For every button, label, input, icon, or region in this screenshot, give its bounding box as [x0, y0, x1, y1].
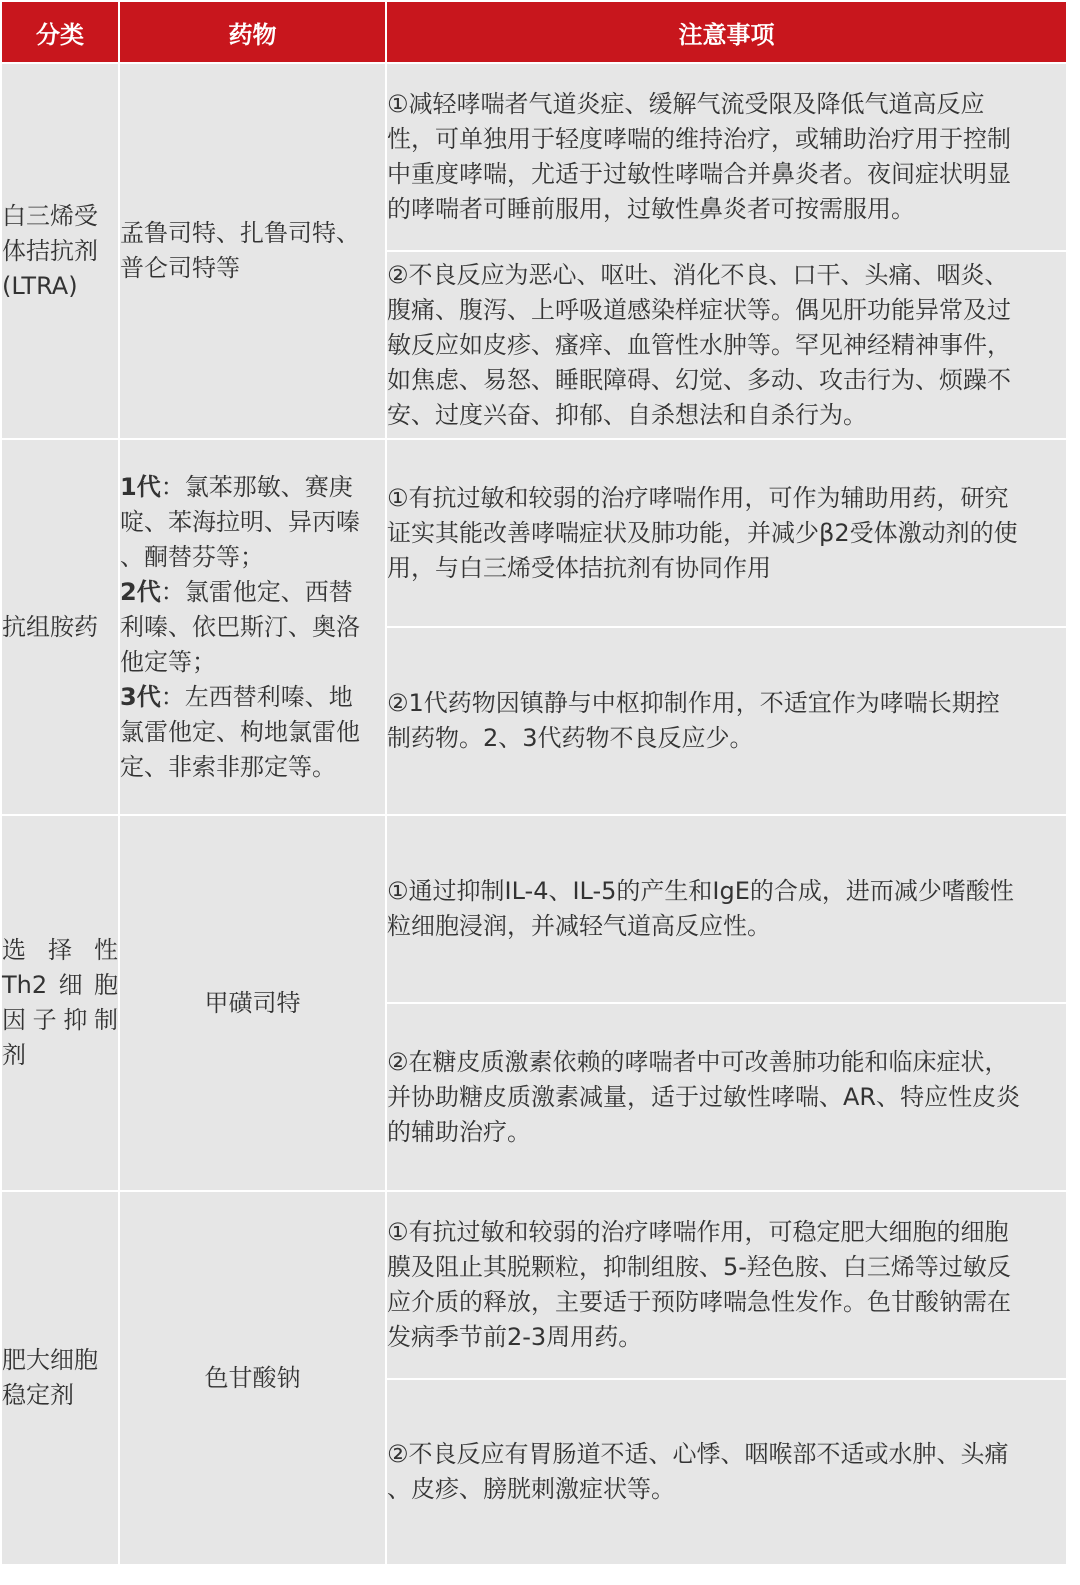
- note-cell: [386, 1379, 1067, 1565]
- drug-line-text: ：左西替利嗪、地: [160, 682, 353, 711]
- category-line: 肥大细胞: [2, 1346, 98, 1374]
- header-notes: 注意事项: [386, 1, 1067, 63]
- note-cell: [386, 251, 1067, 439]
- drug-line: [120, 470, 385, 505]
- drug-line: 他定等；: [120, 647, 216, 676]
- note-cell: [386, 63, 1067, 251]
- category-line: 白三烯受: [2, 201, 98, 230]
- note-line: 、皮疹、膀胱刺激症状等。: [387, 1475, 675, 1503]
- drug-cell: [119, 439, 386, 815]
- drug-line: 利嗪、依巴斯汀、奥洛: [120, 612, 360, 641]
- drug-line-text: ：氯雷他定、西替: [160, 577, 353, 606]
- drug-line-text: ：氯苯那敏、赛庚: [160, 472, 353, 501]
- generation-label: 1代: [120, 472, 161, 501]
- category-cell: [1, 1191, 119, 1565]
- note-cell: [386, 439, 1067, 627]
- drug-cell: [119, 1191, 386, 1565]
- note-line: 性，可单独用于轻度哮喘的维持治疗，或辅助治疗用于控制: [387, 125, 1011, 153]
- table-row: [1, 1191, 1067, 1379]
- drug-line: 色甘酸钠: [204, 1363, 301, 1392]
- note-line: ①有抗过敏和较弱的治疗哮喘作用，可作为辅助用药，研究: [387, 483, 1009, 512]
- note-line: 粒细胞浸润，并减轻气道高反应性。: [387, 912, 771, 940]
- note-line: 腹痛、腹泻、上呼吸道感染样症状等。偶见肝功能异常及过: [387, 295, 1011, 324]
- note-line: ①减轻哮喘者气道炎症、缓解气流受限及降低气道高反应: [387, 90, 985, 118]
- category-line: Th2细胞: [2, 971, 118, 999]
- category-line: 体拮抗剂: [2, 236, 98, 265]
- drug-line: 普仑司特等: [120, 254, 240, 282]
- note-line: 发病季节前2-3周用药。: [387, 1323, 643, 1351]
- note-cell: [386, 1003, 1067, 1191]
- category-line: 因子抑制: [2, 1006, 118, 1034]
- table-row: [1, 815, 1067, 1003]
- note-line: 用，与白三烯受体拮抗剂有协同作用: [387, 553, 771, 582]
- drug-line: 定、非索非那定等。: [120, 752, 336, 781]
- table-header-row: [1, 1, 1067, 63]
- note-line: 的辅助治疗。: [387, 1117, 531, 1146]
- category-cell: [1, 439, 119, 815]
- table-row: [1, 439, 1067, 627]
- note-cell: [386, 1191, 1067, 1379]
- note-line: 如焦虑、易怒、睡眠障碍、幻觉、多动、攻击行为、烦躁不: [387, 365, 1011, 394]
- drug-line: 孟鲁司特、扎鲁司特、: [120, 219, 360, 247]
- category-line: 选择性: [2, 936, 118, 964]
- drug-line: 氯雷他定、枸地氯雷他: [120, 717, 360, 746]
- note-line: 安、过度兴奋、抑郁、自杀想法和自杀行为。: [387, 400, 867, 429]
- note-line: ①有抗过敏和较弱的治疗哮喘作用，可稳定肥大细胞的细胞: [387, 1218, 1009, 1246]
- note-line: 并协助糖皮质激素减量，适于过敏性哮喘、AR、特应性皮炎: [387, 1082, 1021, 1111]
- note-line: 膜及阻止其脱颗粒，抑制组胺、5-羟色胺、白三烯等过敏反: [387, 1253, 1011, 1281]
- note-line: 制药物。2、3代药物不良反应少。: [387, 724, 754, 752]
- drug-line: 甲磺司特: [204, 988, 301, 1017]
- note-line: ②不良反应有胃肠道不适、心悸、咽喉部不适或水肿、头痛: [387, 1440, 1009, 1468]
- note-line: ①通过抑制IL-4、IL-5的产生和IgE的合成，进而减少嗜酸性: [387, 877, 1014, 905]
- category-line: 剂: [2, 1041, 26, 1069]
- drug-cell: [119, 815, 386, 1191]
- generation-label: 2代: [120, 577, 161, 606]
- drug-line: [120, 680, 385, 715]
- drug-cell: [119, 63, 386, 439]
- note-cell: [386, 815, 1067, 1003]
- category-line: 稳定剂: [2, 1381, 74, 1409]
- note-line: ②1代药物因镇静与中枢抑制作用，不适宜作为哮喘长期控: [387, 689, 1000, 717]
- header-drug: 药物: [119, 1, 386, 63]
- category-line: (LTRA): [2, 271, 78, 300]
- note-line: 的哮喘者可睡前服用，过敏性鼻炎者可按需服用。: [387, 195, 915, 223]
- note-line: ②不良反应为恶心、呕吐、消化不良、口干、头痛、咽炎、: [387, 260, 1009, 289]
- category-line: 抗组胺药: [2, 612, 98, 641]
- note-line: 敏反应如皮疹、瘙痒、血管性水肿等。罕见神经精神事件，: [387, 330, 1011, 359]
- note-line: 应介质的释放，主要适于预防哮喘急性发作。色甘酸钠需在: [387, 1288, 1011, 1316]
- header-category: 分类: [1, 1, 119, 63]
- note-cell: [386, 627, 1067, 815]
- generation-label: 3代: [120, 682, 161, 711]
- drug-line: [120, 575, 385, 610]
- drug-line: 啶、苯海拉明、异丙嗪: [120, 507, 360, 536]
- drug-line: 、酮替芬等；: [120, 542, 264, 571]
- note-line: 中重度哮喘，尤适于过敏性哮喘合并鼻炎者。夜间症状明显: [387, 160, 1011, 188]
- category-cell: [1, 815, 119, 1191]
- category-cell: [1, 63, 119, 439]
- note-line: 证实其能改善哮喘症状及肺功能，并减少β2受体激动剂的使: [387, 518, 1018, 547]
- table-row: [1, 63, 1067, 251]
- note-line: ②在糖皮质激素依赖的哮喘者中可改善肺功能和临床症状，: [387, 1047, 1009, 1076]
